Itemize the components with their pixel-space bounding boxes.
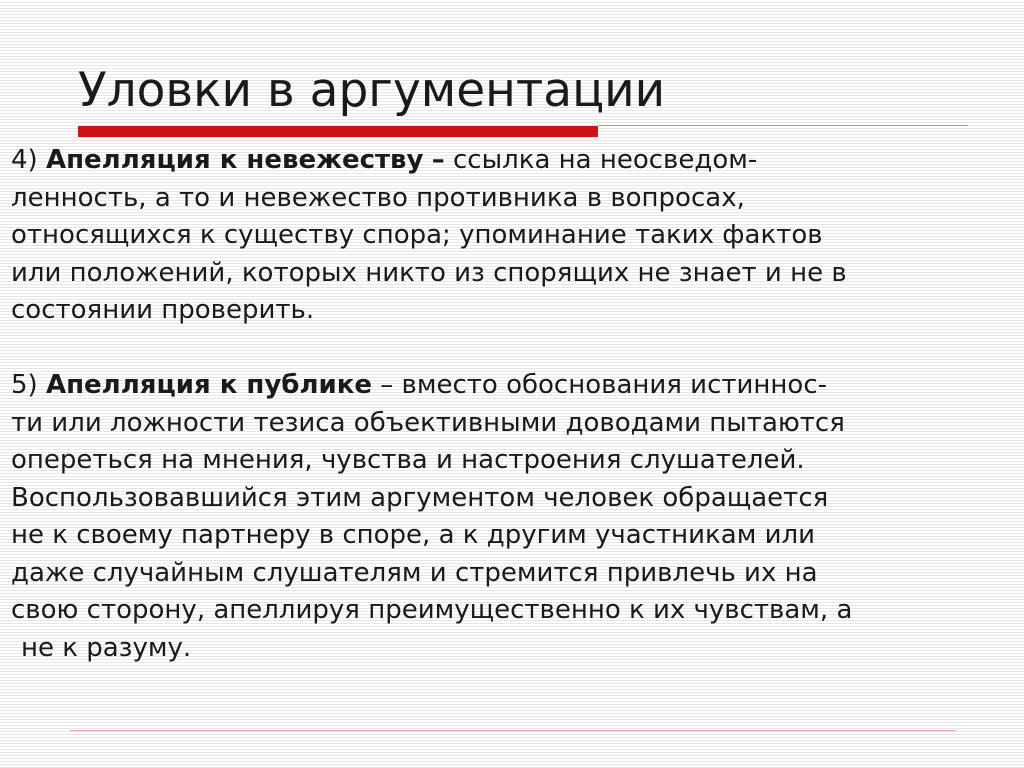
list-item-first-line <box>11 142 1014 180</box>
item-text-line: ссылка на неосведом- <box>453 145 758 175</box>
item-text-line: Воспользовавшийся этим аргументом человек обращается <box>11 482 829 513</box>
item-number: 4) <box>11 145 38 175</box>
item-text-line: не к своему партнеру в споре, а к другим участникам или <box>11 520 815 550</box>
item-dash: – <box>431 145 445 175</box>
title-divider-line <box>598 125 968 126</box>
footer-divider-line <box>70 730 956 731</box>
slide-title: Уловки в аргументации <box>78 63 666 118</box>
item-dash: – <box>380 370 394 400</box>
item-text-line: свою сторону, апеллируя преимущественно к их чувствам, а <box>11 595 853 625</box>
item-text-line: состоянии проверить. <box>11 295 315 325</box>
item-text-line: даже случайным слушателям и стремится привлечь их на <box>11 557 818 588</box>
item-text-line: опереться на мнения, чувства и настроения слушателей. <box>11 445 805 475</box>
item-text-line: ти или ложности тезиса объективными доводами пытаются <box>11 407 845 438</box>
slide-body <box>11 142 1014 667</box>
list-item-public-appeal <box>11 367 1014 667</box>
item-text-line: вместо обоснования истиннос- <box>401 370 828 400</box>
item-number: 5) <box>11 370 38 400</box>
title-accent-bar <box>78 126 598 137</box>
item-text-line: относящихся к существу спора; упоминание таких фактов <box>11 220 823 250</box>
list-item-ignorance-appeal <box>11 142 1014 330</box>
list-item-first-line <box>11 367 1014 405</box>
item-text-line: или положений, которых никто из спорящих не знает и не в <box>11 257 847 288</box>
item-term: Апелляция к невежеству <box>45 145 424 175</box>
item-text-line: ленность, а то и невежество противника в вопросах, <box>11 182 745 213</box>
item-text-line: не к разуму. <box>21 632 192 663</box>
item-term: Апелляция к публике <box>45 370 372 400</box>
